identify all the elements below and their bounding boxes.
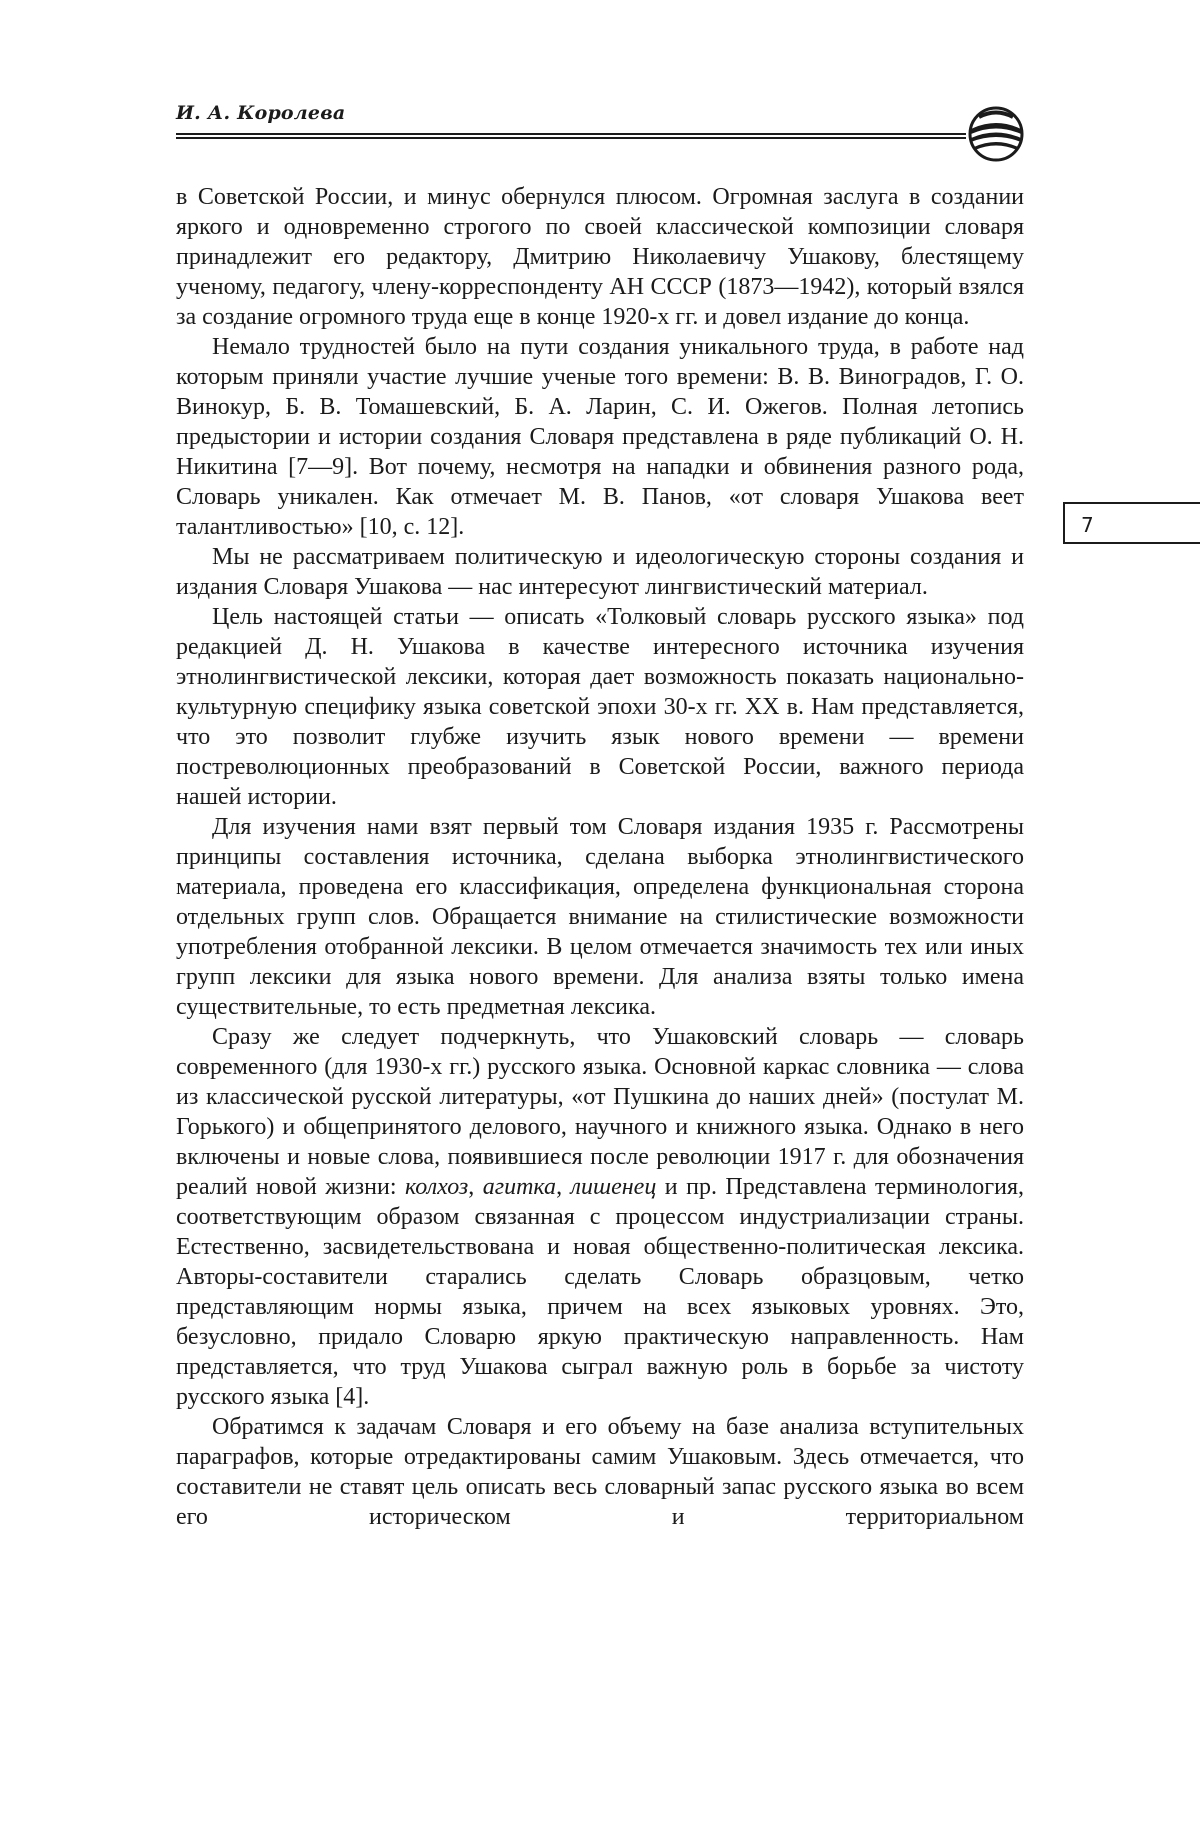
- separator: ,: [556, 1174, 571, 1200]
- example-word-agitka: агитка: [482, 1174, 557, 1200]
- running-header-author: И. А. Королева: [176, 102, 346, 124]
- header-rule: [176, 133, 966, 135]
- paragraph-4: Цель настоящей статьи — описать «Толковый словарь русского языка» под редакцией Д. Н. Ушакова в качестве интересного источника изучения этнолингвистической лексики, которая дает возможность показать национально-культурную специфику языка советской эпохи 30-х гг. XX в. Нам представляется, что это позволит глубже изучить язык нового времени — времени постреволюционных преобразований в Советской России, важного периода нашей истории.: [176, 604, 1024, 810]
- example-word-lishenets: лишенец: [570, 1174, 657, 1200]
- paragraph-1: в Советской России, и минус обернулся плюсом. Огромная заслуга в создании яркого и одновременно строгого по своей классической композиции словаря принадлежит его редактору, Дмитрию Николаевичу Ушакову, блестящему ученому, педагогу, члену-корреспонденту АН СССР (1873—1942), который взялся за создание огромного труда еще в конце 1920-х гг. и довел издание до конца.: [176, 184, 1024, 330]
- paragraph-6-text-b: и пр. Представлена терминология, соответствующим образом связанная с процессом индустриализации страны. Естественно, засвидетельствована и новая общественно-политическая лексика. Авторы-составители старались сделать Словарь образцовым, четко представляющим нормы языка, причем на всех языковых уровнях. Это, безусловно, придало Словарю яркую практическую направленность. Нам представляется, что труд Ушакова сыграл важную роль в борьбе за чистоту русского языка [4].: [176, 1174, 1025, 1410]
- paragraph-2: Немало трудностей было на пути создания уникального труда, в работе над которым приняли участие лучшие ученые того времени: В. В. Виноградов, Г. О. Винокур, Б. В. Томашевский, Б. А. Ларин, С. И. Ожегов. Полная летопись предыстории и истории создания Словаря представлена в ряде публикаций О. Н. Никитина [7—9]. Вот почему, несмотря на нападки и обвинения разного рода, Словарь уникален. Как отмечает М. В. Панов, «от словаря Ушакова веет талантливостью» [10, с. 12].: [176, 334, 1024, 540]
- publisher-logo-icon: [965, 105, 1027, 163]
- page-number-tab: [1063, 502, 1200, 544]
- article-body: [176, 182, 1024, 1532]
- header-rule-secondary: [176, 137, 966, 139]
- paragraph-7: Обратимся к задачам Словаря и его объему на базе анализа вступительных параграфов, которые отредактированы самим Ушаковым. Здесь отмечается, что составители не ставят цель описать весь словарный запас русского языка во всем его историческом и территориальном: [176, 1414, 1024, 1530]
- example-word-kolkhoz: колхоз: [404, 1174, 469, 1200]
- paragraph-6-text-a: Сразу же следует подчеркнуть, что Ушаковский словарь — словарь современного (для 1930-х гг.) русского языка. Основной каркас словника — слова из классической русской литературы, «от Пушкина до наших дней» (постулат М. Горького) и общепринятого делового, научного и книжного языка. Однако в него включены и новые слова, появившиеся после революции 1917 г. для обозначения реалий новой жизни:: [176, 1024, 1024, 1200]
- paragraph-3: Мы не рассматриваем политическую и идеологическую стороны создания и издания Словаря Ушакова — нас интересуют лингвистический материал.: [176, 544, 1024, 600]
- paragraph-5: Для изучения нами взят первый том Словаря издания 1935 г. Рассмотрены принципы составления источника, сделана выборка этнолингвистического материала, проведена его классификация, определена функциональная сторона отдельных групп слов. Обращается внимание на стилистические возможности употребления отобранной лексики. В целом отмечается значимость тех или иных групп лексики для языка нового времени. Для анализа взяты только имена существительные, то есть предметная лексика.: [176, 814, 1024, 1020]
- page-number: 7: [1081, 513, 1094, 537]
- paragraph-6: [176, 1022, 1024, 1412]
- separator: ,: [468, 1174, 483, 1200]
